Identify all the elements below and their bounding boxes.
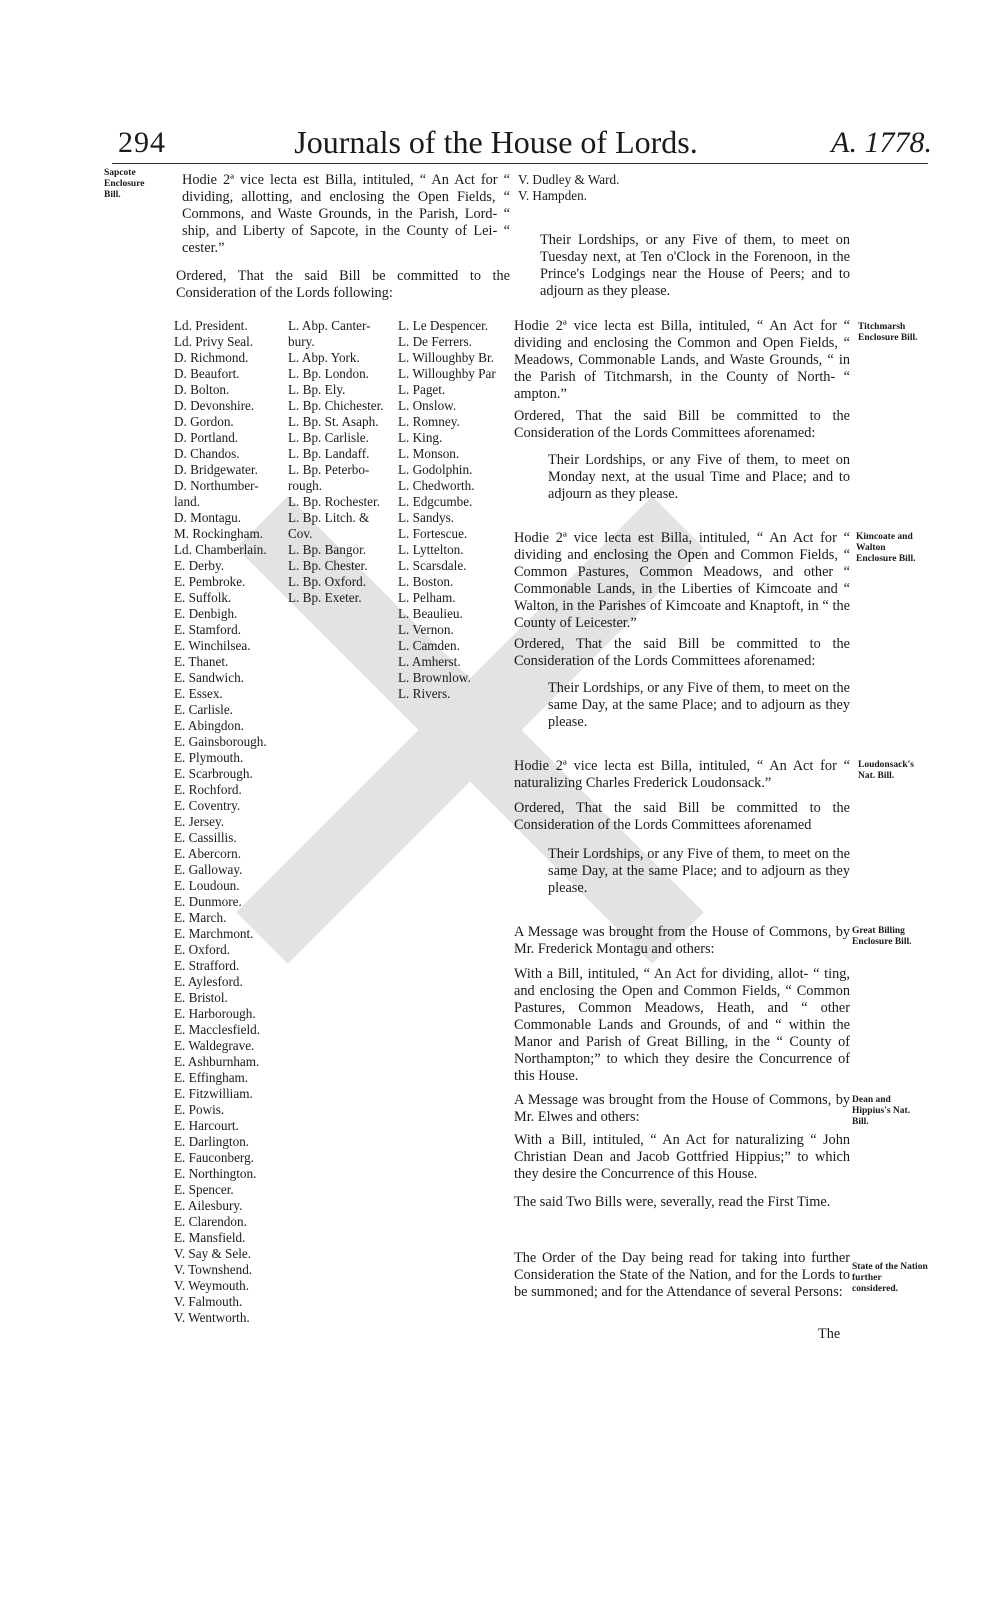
lord-entry: E. Gainsborough. — [174, 734, 267, 749]
lord-entry: L. Edgcumbe. — [398, 494, 473, 509]
margin-note-sapcote: Sapcote Enclosure Bill. — [104, 168, 145, 200]
lord-entry: L. Brownlow. — [398, 670, 471, 685]
lord-entry: V. Say & Sele. — [174, 1246, 252, 1261]
lord-entry: E. Scarbrough. — [174, 766, 253, 781]
dean-bill: With a Bill, intituled, “ An Act for naturalizing “ John Christian Dean and Jacob Gottfried Hippius;” to which they desire the Concurrence of this House. — [514, 1132, 850, 1182]
lord-entry: L. Sandys. — [398, 510, 455, 525]
lord-entry: L. Boston. — [398, 574, 454, 589]
lord-entry: E. Loudoun. — [174, 878, 240, 893]
billing-bill: With a Bill, intituled, “ An Act for dividing, allot- “ ting, and enclosing the Open and Common Fields, “ Common Pastures, Common Meadows, Heath, and “ other Commonable Lands and Grounds, of and “ within the Manor and Parish of Great Billing, in the “ County of Northampton;” to which they desire the Concurrence of this House. — [514, 966, 850, 1084]
lord-entry: L. Lyttelton. — [398, 542, 464, 557]
dean-message: A Message was brought from the House of Commons, by Mr. Elwes and others: — [514, 1092, 850, 1125]
lord-entry: E. Derby. — [174, 558, 225, 573]
lord-entry: L. Romney. — [398, 414, 460, 429]
lord-entry: L. Abp. Canter- bury. — [288, 318, 371, 349]
margin-note-state: State of the Nation further considered. — [852, 1262, 928, 1294]
lord-entry: E. Carlisle. — [174, 702, 233, 717]
lord-entry: E. Marchmont. — [174, 926, 254, 941]
lord-entry: E. Strafford. — [174, 958, 240, 973]
lord-entry: E. Abingdon. — [174, 718, 244, 733]
lord-entry: E. Bristol. — [174, 990, 228, 1005]
lord-entry: E. Macclesfield. — [174, 1022, 261, 1037]
lord-entry: L. Bp. Chester. — [288, 558, 368, 573]
lord-entry: E. Oxford. — [174, 942, 231, 957]
lord-entry: E. Galloway. — [174, 862, 243, 877]
lord-entry: E. Abercorn. — [174, 846, 242, 861]
lord-entry: E. Sandwich. — [174, 670, 244, 685]
sapcote-meeting: Their Lordships, or any Five of them, to meet on Tuesday next, at Ten o'Clock in the Forenoon, in the Prince's Lodgings near the House of Peers; and to adjourn as they please. — [540, 232, 850, 299]
catchword: The — [818, 1326, 841, 1342]
lord-entry: D. Bridgewater. — [174, 462, 258, 477]
lord-entry: L. Chedworth. — [398, 478, 475, 493]
billing-message: A Message was brought from the House of Commons, by Mr. Frederick Montagu and others: — [514, 924, 850, 957]
lord-entry: L. Le Despencer. — [398, 318, 489, 333]
lord-entry: L. Bp. Litch. & Cov. — [288, 510, 370, 541]
lord-entry: V. Falmouth. — [174, 1294, 243, 1309]
lord-entry: E. Thanet. — [174, 654, 229, 669]
first-reading-note: The said Two Bills were, severally, read the First Time. — [514, 1194, 831, 1210]
lord-entry: L. Vernon. — [398, 622, 454, 637]
lord-entry: E. Fauconberg. — [174, 1150, 254, 1165]
margin-note-loudonsack: Loudonsack's Nat. Bill. — [858, 760, 914, 781]
lord-entry: E. Pembroke. — [174, 574, 246, 589]
lord-entry: L. Bp. Oxford. — [288, 574, 367, 589]
lord-entry: E. Ailesbury. — [174, 1198, 243, 1213]
lord-entry: L. Bp. Carlisle. — [288, 430, 369, 445]
titchmarsh-ordered: Ordered, That the said Bill be committed to the Consideration of the Lords Committees aforenamed: — [514, 408, 850, 441]
lord-entry: D. Portland. — [174, 430, 239, 445]
lord-entry: E. Jersey. — [174, 814, 225, 829]
lords-list-column-3 — [398, 318, 512, 702]
loudonsack-ordered: Ordered, That the said Bill be committed to the Consideration of the Lords Committees aforenamed — [514, 800, 850, 833]
lord-entry: E. Mansfield. — [174, 1230, 246, 1245]
lord-entry: V. Dudley & Ward. — [518, 172, 620, 187]
header-rule — [112, 163, 928, 164]
lord-entry: E. Essex. — [174, 686, 223, 701]
lord-entry: E. Suffolk. — [174, 590, 232, 605]
lord-entry: V. Hampden. — [518, 188, 587, 203]
margin-note-billing: Great Billing Enclosure Bill. — [852, 926, 912, 947]
lords-list-column-2 — [288, 318, 396, 606]
lord-entry: E. Stamford. — [174, 622, 242, 637]
lord-entry: M. Rockingham. — [174, 526, 264, 541]
lord-entry: L. Willoughby Br. — [398, 350, 494, 365]
lord-entry: E. Cassillis. — [174, 830, 237, 845]
lord-entry: D. Montagu. — [174, 510, 242, 525]
lord-entry: L. Fortescue. — [398, 526, 468, 541]
lord-entry: L. Onslow. — [398, 398, 457, 413]
lord-entry: E. Aylesford. — [174, 974, 243, 989]
lord-entry: L. Paget. — [398, 382, 446, 397]
lord-entry: L. Bp. London. — [288, 366, 369, 381]
lord-entry: D. Bolton. — [174, 382, 230, 397]
lord-entry: L. Godolphin. — [398, 462, 473, 477]
margin-note-dean: Dean and Hippius's Nat. Bill. — [852, 1095, 911, 1127]
kimcoate-ordered: Ordered, That the said Bill be committed to the Consideration of the Lords Committees aforenamed: — [514, 636, 850, 669]
lord-entry: L. Bp. Exeter. — [288, 590, 362, 605]
lord-entry: L. Camden. — [398, 638, 460, 653]
lord-entry: Ld. Privy Seal. — [174, 334, 254, 349]
lord-entry: E. Dunmore. — [174, 894, 242, 909]
lord-entry: D. Chandos. — [174, 446, 240, 461]
lord-entry: L. Rivers. — [398, 686, 451, 701]
loudonsack-meeting: Their Lordships, or any Five of them, to meet on the same Day, at the same Place; and to adjourn as they please. — [548, 846, 850, 896]
lord-entry: L. Pelham. — [398, 590, 456, 605]
lord-entry: L. De Ferrers. — [398, 334, 472, 349]
lord-entry: E. Northington. — [174, 1166, 257, 1181]
lord-entry: L. Willoughby Par — [398, 366, 496, 381]
kimcoate-meeting: Their Lordships, or any Five of them, to meet on the same Day, at the same Place; and to adjourn as they please. — [548, 680, 850, 730]
lord-entry: L. King. — [398, 430, 443, 445]
lord-entry: L. Bp. Rochester. — [288, 494, 380, 509]
lords-list-continued — [518, 172, 620, 204]
sapcote-ordered: Ordered, That the said Bill be committed to the Consideration of the Lords following: — [176, 268, 510, 301]
lord-entry: Ld. President. — [174, 318, 248, 333]
sapcote-paragraph: Hodie 2ª vice lecta est Billa, intituled, “ An Act for “ dividing, allotting, and enclosing the Open Fields, “ Commons, and Waste Grounds, in the Parish, Lord- “ ship, and Liberty of Sapcote, in the County of Lei- “ cester.” — [182, 172, 510, 256]
lord-entry: L. Amherst. — [398, 654, 461, 669]
page-year: A. 1778. — [831, 126, 932, 159]
lord-entry: D. Beaufort. — [174, 366, 240, 381]
lord-entry: D. Northumber- land. — [174, 478, 259, 509]
lord-entry: D. Gordon. — [174, 414, 234, 429]
lord-entry: V. Wentworth. — [174, 1310, 250, 1325]
lord-entry: E. Spencer. — [174, 1182, 234, 1197]
lord-entry: E. Waldegrave. — [174, 1038, 255, 1053]
lord-entry: E. Effingham. — [174, 1070, 249, 1085]
margin-note-kimcoate: Kimcoate and Walton Enclosure Bill. — [856, 532, 916, 564]
lord-entry: E. Clarendon. — [174, 1214, 247, 1229]
margin-note-titchmarsh: Titchmarsh Enclosure Bill. — [858, 322, 918, 343]
lord-entry: E. Fitzwilliam. — [174, 1086, 253, 1101]
lord-entry: L. Abp. York. — [288, 350, 360, 365]
lord-entry: L. Bp. St. Asaph. — [288, 414, 379, 429]
lord-entry: E. Coventry. — [174, 798, 241, 813]
lord-entry: E. March. — [174, 910, 227, 925]
lord-entry: L. Bp. Bangor. — [288, 542, 367, 557]
lord-entry: E. Denbigh. — [174, 606, 238, 621]
lord-entry: L. Bp. Landaff. — [288, 446, 370, 461]
lord-entry: L. Bp. Peterbo- rough. — [288, 462, 370, 493]
titchmarsh-meeting: Their Lordships, or any Five of them, to meet on Monday next, at the usual Time and Place; and to adjourn as they please. — [548, 452, 850, 502]
lord-entry: Ld. Chamberlain. — [174, 542, 267, 557]
lord-entry: L. Beaulieu. — [398, 606, 463, 621]
loudonsack-paragraph: Hodie 2ª vice lecta est Billa, intituled, “ An Act for “ naturalizing Charles Frederick Loudonsack.” — [514, 758, 850, 791]
page-number: 294 — [118, 126, 166, 159]
state-of-nation-paragraph: The Order of the Day being read for taking into further Consideration the State of the Nation, and for the Lords to be summoned; and for the Attendance of several Persons: — [514, 1250, 850, 1300]
lord-entry: E. Rochford. — [174, 782, 242, 797]
lords-list-column-1 — [174, 318, 284, 1326]
lord-entry: V. Weymouth. — [174, 1278, 250, 1293]
lord-entry: E. Plymouth. — [174, 750, 244, 765]
lord-entry: L. Bp. Chichester. — [288, 398, 384, 413]
lord-entry: L. Bp. Ely. — [288, 382, 346, 397]
lord-entry: D. Devonshire. — [174, 398, 255, 413]
lord-entry: L. Monson. — [398, 446, 460, 461]
lord-entry: E. Ashburnham. — [174, 1054, 260, 1069]
titchmarsh-paragraph: Hodie 2ª vice lecta est Billa, intituled, “ An Act for “ dividing and enclosing the Common and Open Fields, “ Meadows, Commonable Lands, and Waste Grounds, “ in the Parish of Titchmarsh, in the County of North- “ ampton.” — [514, 318, 850, 402]
page-title: Journals of the House of Lords. — [294, 124, 698, 160]
lord-entry: L. Scarsdale. — [398, 558, 467, 573]
kimcoate-paragraph: Hodie 2ª vice lecta est Billa, intituled, “ An Act for “ dividing and enclosing the Open and Common Fields, “ Common Pastures, Common Meadows, and other “ Commonable Lands, in the Liberties of Kimcoate and “ Walton, in the Parishes of Kimcoate and Knaptoft, in “ the County of Leicester.” — [514, 530, 850, 631]
lord-entry: E. Powis. — [174, 1102, 225, 1117]
lord-entry: E. Winchilsea. — [174, 638, 251, 653]
lord-entry: V. Townshend. — [174, 1262, 253, 1277]
lord-entry: E. Darlington. — [174, 1134, 250, 1149]
lord-entry: E. Harcourt. — [174, 1118, 239, 1133]
lord-entry: E. Harborough. — [174, 1006, 256, 1021]
lord-entry: D. Richmond. — [174, 350, 249, 365]
